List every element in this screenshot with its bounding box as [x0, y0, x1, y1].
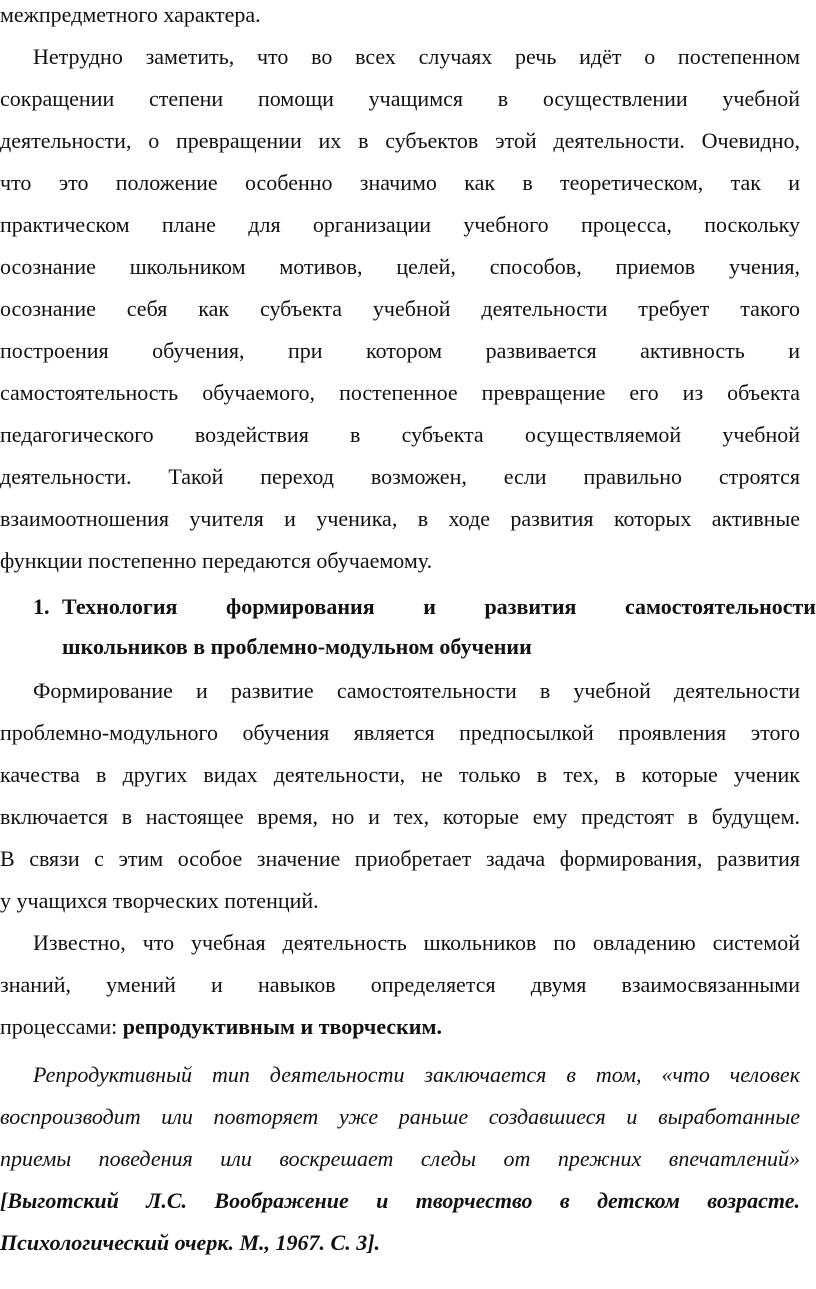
- text-line: деятельности. Такой переход возможен, если правильно строятся: [0, 464, 800, 489]
- text-line: функции постепенно передаются обучаемому.: [0, 548, 433, 573]
- text-line: В связи с этим особое значение приобретает задача формирования, развития: [0, 846, 800, 871]
- quote-first-line: Репродуктивный тип деятельности заключается в том, «что человек: [33, 1062, 800, 1087]
- text-line: у учащихся творческих потенций.: [0, 888, 319, 913]
- text-line: проблемно-модульного обучения является предпосылкой проявления этого: [0, 720, 800, 745]
- citation-line: [Выготский Л.С. Воображение и творчество в детском возрасте.: [0, 1188, 800, 1213]
- text-line: [0, 1012, 800, 1042]
- text-line: взаимоотношения учителя и ученика, в ходе развития которых активные: [0, 506, 800, 531]
- text-line: знаний, умений и навыков определяется двумя взаимосвязанными: [0, 972, 800, 997]
- heading-number: 1.: [33, 594, 50, 619]
- text-line: построения обучения, при котором развивается активность и: [0, 338, 800, 363]
- section-heading: Технология формирования и развития самостоятельности: [62, 594, 816, 619]
- text-line: включается в настоящее время, но и тех, которые ему предстоят в будущем.: [0, 804, 800, 829]
- text-line: педагогического воздействия в субъекта осуществляемой учебной: [0, 422, 800, 447]
- text-line: качества в других видах деятельности, не только в тех, в которые ученик: [0, 762, 800, 787]
- quote-line: приемы поведения или воскрешает следы от прежних впечатлений»: [0, 1146, 800, 1171]
- text-line: осознание себя как субъекта учебной деятельности требует такого: [0, 296, 800, 321]
- text-line: межпредметного характера.: [0, 2, 261, 27]
- text-line: что это положение особенно значимо как в теоретическом, так и: [0, 170, 800, 195]
- citation-line: Психологический очерк. М., 1967. С. 3].: [0, 1230, 381, 1255]
- section-heading: школьников в проблемно-модульном обучении: [62, 634, 532, 659]
- paragraph-first-line: Формирование и развитие самостоятельности в учебной деятельности: [33, 678, 800, 703]
- text-line: осознание школьником мотивов, целей, способов, приемов учения,: [0, 254, 800, 279]
- text-line: деятельности, о превращении их в субъектов этой деятельности. Очевидно,: [0, 128, 800, 153]
- plain-text: процессами:: [0, 1014, 123, 1039]
- text-line: практическом плане для организации учебного процесса, поскольку: [0, 212, 800, 237]
- bold-text: репродуктивным и творческим.: [122, 1014, 442, 1039]
- quote-line: воспроизводит или повторяет уже раньше создавшиеся и выработанные: [0, 1104, 800, 1129]
- paragraph-first-line: Нетрудно заметить, что во всех случаях речь идёт о постепенном: [33, 44, 800, 69]
- text-line: сокращении степени помощи учащимся в осуществлении учебной: [0, 86, 800, 111]
- paragraph-first-line: Известно, что учебная деятельность школьников по овладению системой: [33, 930, 800, 955]
- text-line: самостоятельность обучаемого, постепенное превращение его из объекта: [0, 380, 800, 405]
